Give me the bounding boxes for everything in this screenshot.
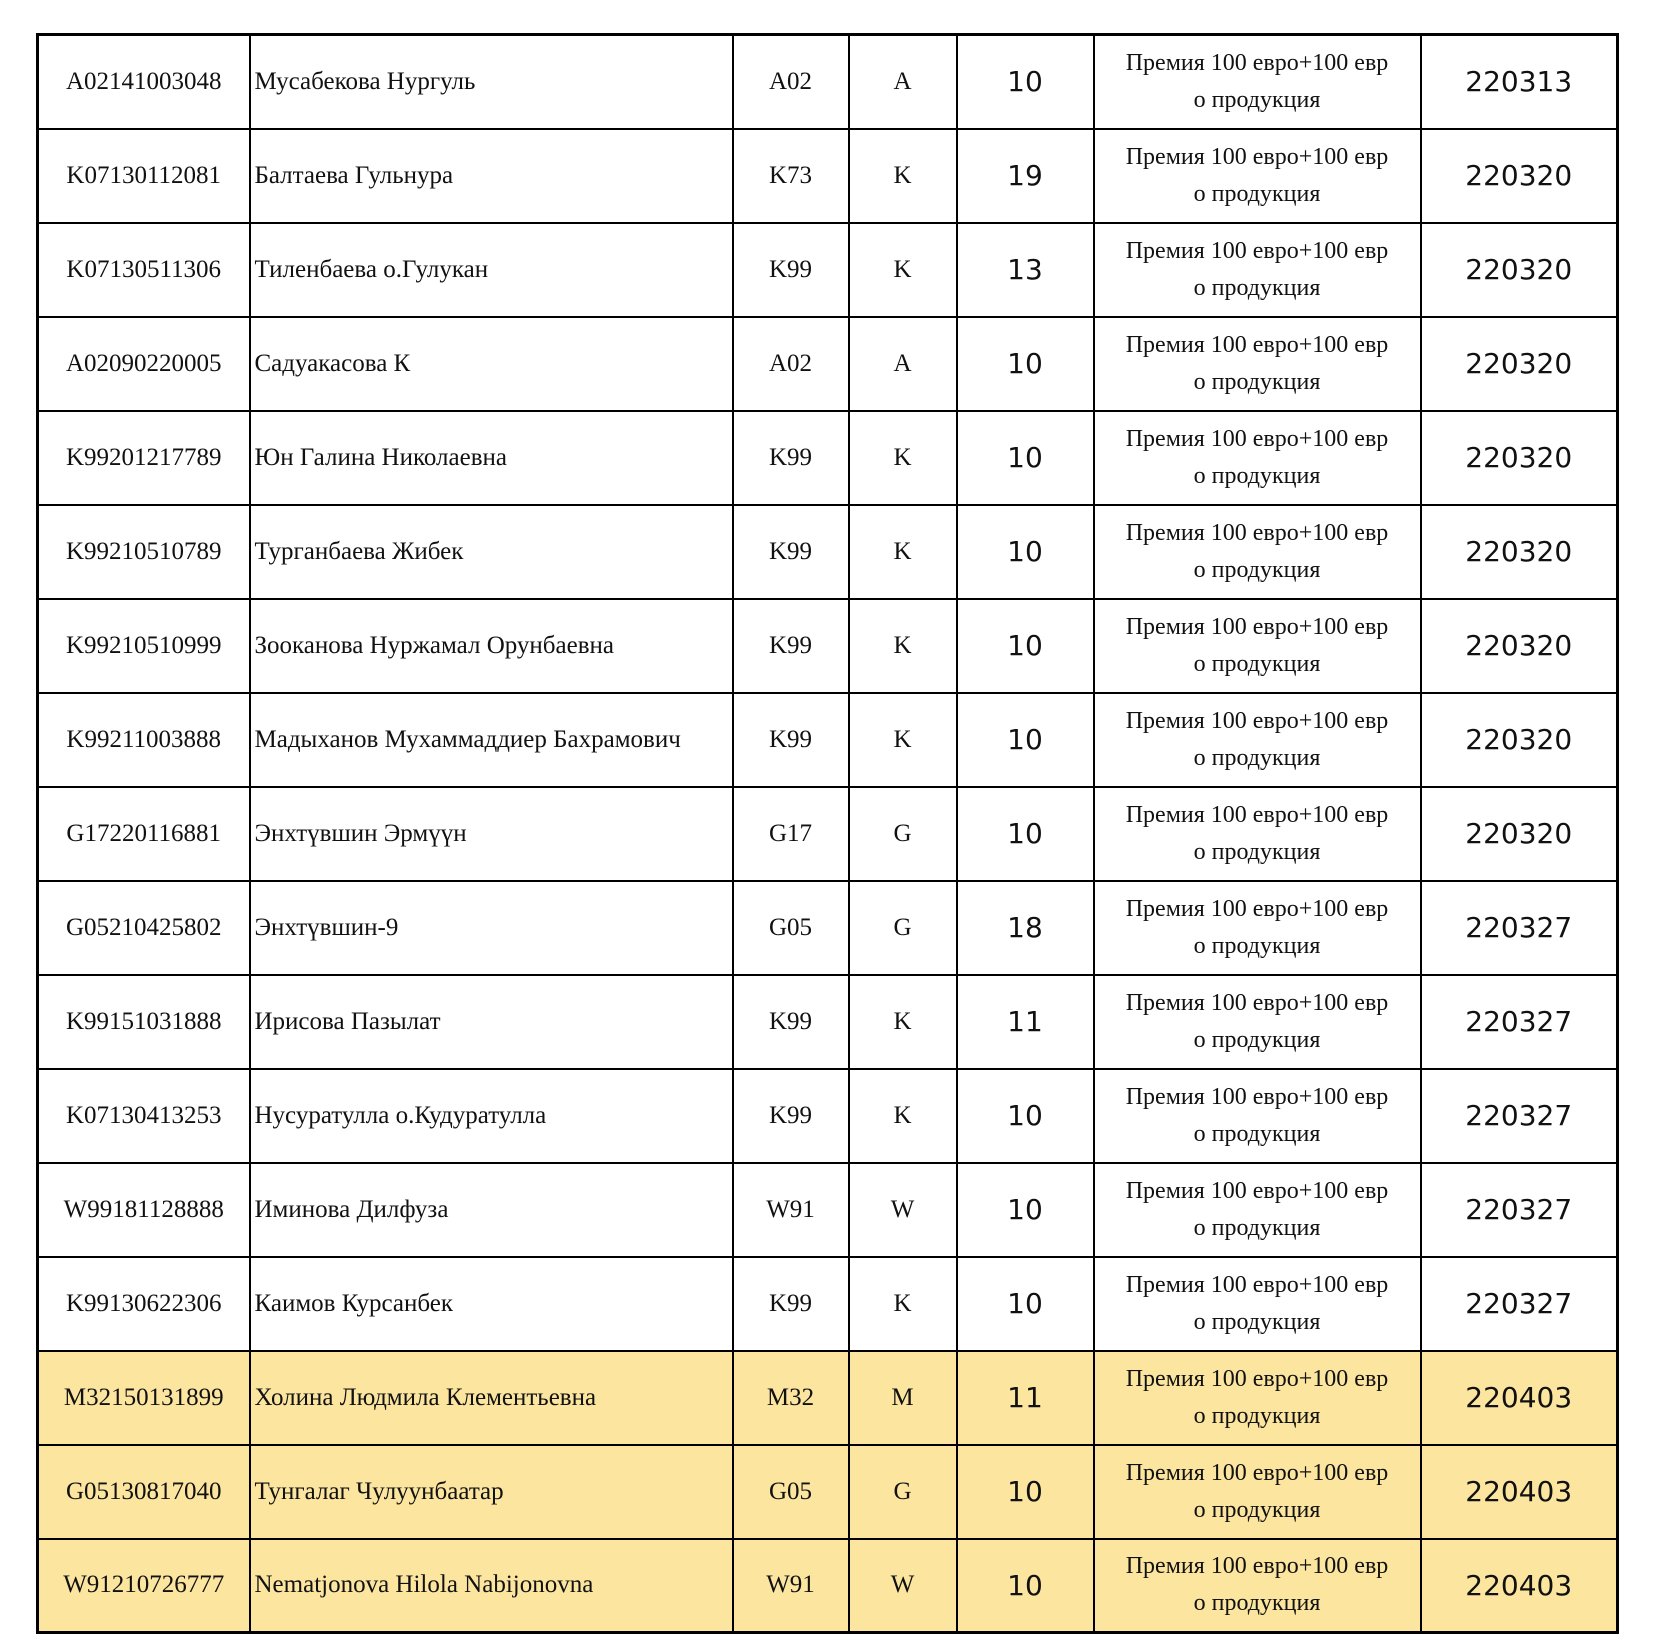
prize-cell — [1094, 411, 1421, 505]
member-code-cell: M32150131899 — [38, 1351, 250, 1445]
member-code-cell: G05210425802 — [38, 881, 250, 975]
prize-line-1: Премия 100 евро+100 евр — [1125, 707, 1389, 734]
country-letter-cell: M — [849, 1351, 957, 1445]
date-cell: 220320 — [1421, 411, 1618, 505]
country-letter-cell: A — [849, 35, 957, 129]
table-row — [38, 693, 1618, 787]
member-code-cell: K07130413253 — [38, 1069, 250, 1163]
date-cell: 220327 — [1421, 881, 1618, 975]
member-code-cell: A02141003048 — [38, 35, 250, 129]
table-row — [38, 317, 1618, 411]
prize-line-2: о продукция — [1193, 1026, 1321, 1053]
prize-cell — [1094, 1539, 1421, 1633]
prize-cell — [1094, 505, 1421, 599]
prize-line-1: Премия 100 евро+100 евр — [1125, 425, 1389, 452]
country-letter-cell: K — [849, 1069, 957, 1163]
country-letter-cell: K — [849, 1257, 957, 1351]
prize-line-1: Премия 100 евро+100 евр — [1125, 1177, 1389, 1204]
region-code-cell: K99 — [733, 693, 849, 787]
table-row — [38, 223, 1618, 317]
country-letter-cell: A — [849, 317, 957, 411]
prize-line-2: о продукция — [1193, 1402, 1321, 1429]
region-code-cell: W91 — [733, 1539, 849, 1633]
prize-cell — [1094, 1351, 1421, 1445]
country-letter-cell: G — [849, 1445, 957, 1539]
country-letter-cell: K — [849, 223, 957, 317]
quantity-cell: 10 — [957, 1257, 1094, 1351]
table-row — [38, 881, 1618, 975]
member-code-cell: K99201217789 — [38, 411, 250, 505]
country-letter-cell: K — [849, 505, 957, 599]
member-code-cell: K99130622306 — [38, 1257, 250, 1351]
date-cell: 220327 — [1421, 1257, 1618, 1351]
prize-line-2: о продукция — [1193, 650, 1321, 677]
region-code-cell: K99 — [733, 975, 849, 1069]
member-code-cell: G05130817040 — [38, 1445, 250, 1539]
member-code-cell: W91210726777 — [38, 1539, 250, 1633]
region-code-cell: K99 — [733, 1069, 849, 1163]
member-name-cell: Турганбаева Жибек — [250, 505, 733, 599]
prize-line-2: о продукция — [1193, 368, 1321, 395]
member-name-cell: Мадыханов Мухаммаддиер Бахрамович — [250, 693, 733, 787]
member-name-cell: Иминова Дилфуза — [250, 1163, 733, 1257]
date-cell: 220320 — [1421, 505, 1618, 599]
prize-table — [36, 33, 1619, 1634]
prize-cell — [1094, 787, 1421, 881]
country-letter-cell: K — [849, 975, 957, 1069]
quantity-cell: 10 — [957, 317, 1094, 411]
prize-cell — [1094, 1069, 1421, 1163]
member-name-cell: Юн Галина Николаевна — [250, 411, 733, 505]
member-name-cell: Садуакасова К — [250, 317, 733, 411]
region-code-cell: K99 — [733, 223, 849, 317]
prize-line-2: о продукция — [1193, 1308, 1321, 1335]
table-row — [38, 35, 1618, 129]
prize-cell — [1094, 317, 1421, 411]
prize-cell — [1094, 1163, 1421, 1257]
date-cell: 220403 — [1421, 1351, 1618, 1445]
prize-line-1: Премия 100 евро+100 евр — [1125, 1553, 1389, 1580]
prize-line-2: о продукция — [1193, 1120, 1321, 1147]
region-code-cell: K99 — [733, 505, 849, 599]
region-code-cell: K99 — [733, 599, 849, 693]
date-cell: 220320 — [1421, 787, 1618, 881]
member-code-cell: W99181128888 — [38, 1163, 250, 1257]
member-code-cell: K07130511306 — [38, 223, 250, 317]
table-row — [38, 599, 1618, 693]
member-code-cell: K99210510999 — [38, 599, 250, 693]
prize-cell — [1094, 1257, 1421, 1351]
prize-line-1: Премия 100 евро+100 евр — [1125, 49, 1389, 76]
table-row-highlighted — [38, 1539, 1618, 1633]
region-code-cell: A02 — [733, 317, 849, 411]
date-cell: 220320 — [1421, 693, 1618, 787]
quantity-cell: 10 — [957, 1445, 1094, 1539]
member-code-cell: K99151031888 — [38, 975, 250, 1069]
member-name-cell: Ирисова Пазылат — [250, 975, 733, 1069]
prize-line-2: о продукция — [1193, 274, 1321, 301]
member-name-cell: Зооканова Нуржамал Орунбаевна — [250, 599, 733, 693]
country-letter-cell: K — [849, 129, 957, 223]
country-letter-cell: W — [849, 1539, 957, 1633]
region-code-cell: K99 — [733, 411, 849, 505]
quantity-cell: 10 — [957, 35, 1094, 129]
prize-line-1: Премия 100 евро+100 евр — [1125, 989, 1389, 1016]
date-cell: 220320 — [1421, 317, 1618, 411]
prize-line-1: Премия 100 евро+100 евр — [1125, 1365, 1389, 1392]
prize-line-1: Премия 100 евро+100 евр — [1125, 1271, 1389, 1298]
date-cell: 220320 — [1421, 223, 1618, 317]
region-code-cell: M32 — [733, 1351, 849, 1445]
member-name-cell: Балтаева Гульнура — [250, 129, 733, 223]
table-row — [38, 1257, 1618, 1351]
member-code-cell: K99211003888 — [38, 693, 250, 787]
date-cell: 220320 — [1421, 599, 1618, 693]
region-code-cell: G05 — [733, 881, 849, 975]
quantity-cell: 10 — [957, 1069, 1094, 1163]
country-letter-cell: K — [849, 411, 957, 505]
date-cell: 220327 — [1421, 1069, 1618, 1163]
prize-line-2: о продукция — [1193, 1590, 1321, 1617]
region-code-cell: G05 — [733, 1445, 849, 1539]
date-cell: 220327 — [1421, 975, 1618, 1069]
prize-table-body — [38, 35, 1618, 1633]
prize-cell — [1094, 1445, 1421, 1539]
date-cell: 220313 — [1421, 35, 1618, 129]
prize-cell — [1094, 881, 1421, 975]
prize-line-1: Премия 100 евро+100 евр — [1125, 1083, 1389, 1110]
region-code-cell: K73 — [733, 129, 849, 223]
table-row-highlighted — [38, 1445, 1618, 1539]
prize-line-1: Премия 100 евро+100 евр — [1125, 519, 1389, 546]
quantity-cell: 10 — [957, 599, 1094, 693]
member-name-cell: Холина Людмила Клементьевна — [250, 1351, 733, 1445]
country-letter-cell: G — [849, 787, 957, 881]
prize-line-1: Премия 100 евро+100 евр — [1125, 1459, 1389, 1486]
member-code-cell: A02090220005 — [38, 317, 250, 411]
prize-cell — [1094, 599, 1421, 693]
prize-cell — [1094, 975, 1421, 1069]
prize-cell — [1094, 223, 1421, 317]
member-code-cell: K99210510789 — [38, 505, 250, 599]
table-row-highlighted — [38, 1351, 1618, 1445]
prize-line-2: о продукция — [1193, 462, 1321, 489]
quantity-cell: 11 — [957, 975, 1094, 1069]
prize-line-2: о продукция — [1193, 180, 1321, 207]
prize-cell — [1094, 35, 1421, 129]
prize-line-2: о продукция — [1193, 932, 1321, 959]
region-code-cell: W91 — [733, 1163, 849, 1257]
quantity-cell: 10 — [957, 1539, 1094, 1633]
prize-line-2: о продукция — [1193, 1214, 1321, 1241]
member-code-cell: G17220116881 — [38, 787, 250, 881]
quantity-cell: 10 — [957, 505, 1094, 599]
region-code-cell: G17 — [733, 787, 849, 881]
member-name-cell: Энхтүвшин-9 — [250, 881, 733, 975]
date-cell: 220403 — [1421, 1445, 1618, 1539]
country-letter-cell: K — [849, 693, 957, 787]
country-letter-cell: K — [849, 599, 957, 693]
quantity-cell: 10 — [957, 411, 1094, 505]
member-code-cell: K07130112081 — [38, 129, 250, 223]
prize-line-1: Премия 100 евро+100 евр — [1125, 895, 1389, 922]
date-cell: 220327 — [1421, 1163, 1618, 1257]
quantity-cell: 10 — [957, 1163, 1094, 1257]
prize-cell — [1094, 693, 1421, 787]
member-name-cell: Nematjonova Hilola Nabijonovna — [250, 1539, 733, 1633]
quantity-cell: 10 — [957, 787, 1094, 881]
quantity-cell: 13 — [957, 223, 1094, 317]
prize-line-1: Премия 100 евро+100 евр — [1125, 237, 1389, 264]
prize-line-2: о продукция — [1193, 1496, 1321, 1523]
prize-line-2: о продукция — [1193, 556, 1321, 583]
quantity-cell: 18 — [957, 881, 1094, 975]
member-name-cell: Каимов Курсанбек — [250, 1257, 733, 1351]
country-letter-cell: W — [849, 1163, 957, 1257]
date-cell: 220320 — [1421, 129, 1618, 223]
quantity-cell: 19 — [957, 129, 1094, 223]
member-name-cell: Тиленбаева о.Гулукан — [250, 223, 733, 317]
date-cell: 220403 — [1421, 1539, 1618, 1633]
table-row — [38, 787, 1618, 881]
member-name-cell: Энхтүвшин Эрмүүн — [250, 787, 733, 881]
prize-cell — [1094, 129, 1421, 223]
table-row — [38, 129, 1618, 223]
prize-line-1: Премия 100 евро+100 евр — [1125, 143, 1389, 170]
prize-line-2: о продукция — [1193, 744, 1321, 771]
table-row — [38, 1163, 1618, 1257]
member-name-cell: Мусабекова Нургуль — [250, 35, 733, 129]
member-name-cell: Тунгалаг Чулуунбаатар — [250, 1445, 733, 1539]
table-row — [38, 411, 1618, 505]
quantity-cell: 10 — [957, 693, 1094, 787]
prize-line-2: о продукция — [1193, 838, 1321, 865]
quantity-cell: 11 — [957, 1351, 1094, 1445]
prize-line-2: о продукция — [1193, 86, 1321, 113]
member-name-cell: Нусуратулла о.Кудуратулла — [250, 1069, 733, 1163]
region-code-cell: K99 — [733, 1257, 849, 1351]
table-row — [38, 505, 1618, 599]
table-row — [38, 1069, 1618, 1163]
country-letter-cell: G — [849, 881, 957, 975]
prize-line-1: Премия 100 евро+100 евр — [1125, 613, 1389, 640]
table-row — [38, 975, 1618, 1069]
prize-line-1: Премия 100 евро+100 евр — [1125, 331, 1389, 358]
prize-line-1: Премия 100 евро+100 евр — [1125, 801, 1389, 828]
region-code-cell: A02 — [733, 35, 849, 129]
